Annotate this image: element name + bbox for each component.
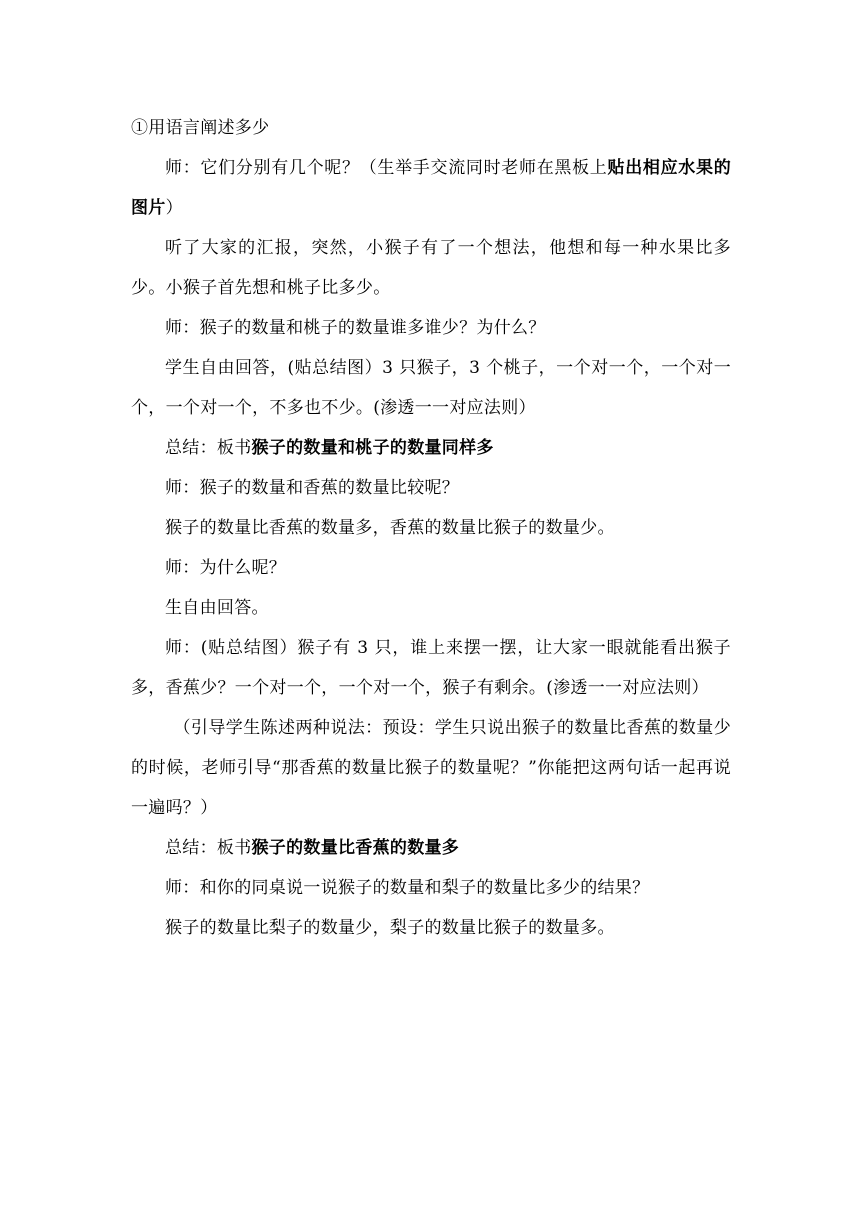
text-run: ）	[165, 198, 183, 218]
section-heading: ①用语言阐述多少	[131, 118, 270, 138]
paragraph-summary-same	[131, 428, 731, 468]
paragraph-teacher-question	[131, 148, 731, 228]
paragraph-student-free-answer: 生自由回答。	[165, 598, 269, 618]
paragraph-banana-comparison: 猴子的数量比香蕉的数量多，香蕉的数量比猴子的数量少。	[165, 518, 615, 538]
text-run: 师：它们分别有几个呢？（生举手交流同时老师在黑板上	[165, 158, 608, 178]
bold-text-run: 猴子的数量比香蕉的数量多	[251, 838, 460, 858]
paragraph-teacher-banana-question: 师：猴子的数量和香蕉的数量比较呢？	[165, 478, 460, 498]
text-run: 总结：板书	[165, 838, 252, 858]
bold-text-run: 贴出相应水果的图片	[131, 158, 731, 218]
paragraph-teacher-peach-question: 师：猴子的数量和桃子的数量谁多谁少？为什么？	[165, 318, 546, 338]
text-run: 总结：板书	[165, 438, 252, 458]
paragraph-summary-more	[131, 828, 731, 868]
paragraph-teacher-pear-question: 师：和你的同桌说一说猴子的数量和梨子的数量比多少的结果？	[165, 878, 650, 898]
paragraph-teacher-arrange: 师：(贴总结图）猴子有 3 只，谁上来摆一摆，让大家一眼就能看出猴子多，香蕉少？一个对一个，一个对一个，猴子有剩余。(渗透一一对应法则）	[131, 638, 731, 698]
document-page	[131, 108, 731, 948]
paragraph-story: 听了大家的汇报，突然，小猴子有了一个想法，他想和每一种水果比多少。小猴子首先想和桃子比多少。	[131, 238, 731, 298]
paragraph-pear-comparison: 猴子的数量比梨子的数量少，梨子的数量比猴子的数量多。	[165, 918, 615, 938]
bold-text-run: 猴子的数量和桃子的数量同样多	[251, 438, 494, 458]
paragraph-guidance: （引导学生陈述两种说法：预设：学生只说出猴子的数量比香蕉的数量少的时候，老师引导“那香蕉的数量比猴子的数量呢？”你能把这两句话一起再说一遍吗？）	[131, 718, 731, 818]
paragraph-teacher-why: 师：为什么呢？	[165, 558, 287, 578]
paragraph-student-answer: 学生自由回答，(贴总结图）3 只猴子，3 个桃子，一个对一个，一个对一个，一个对一个，不多也不少。(渗透一一对应法则）	[131, 358, 731, 418]
